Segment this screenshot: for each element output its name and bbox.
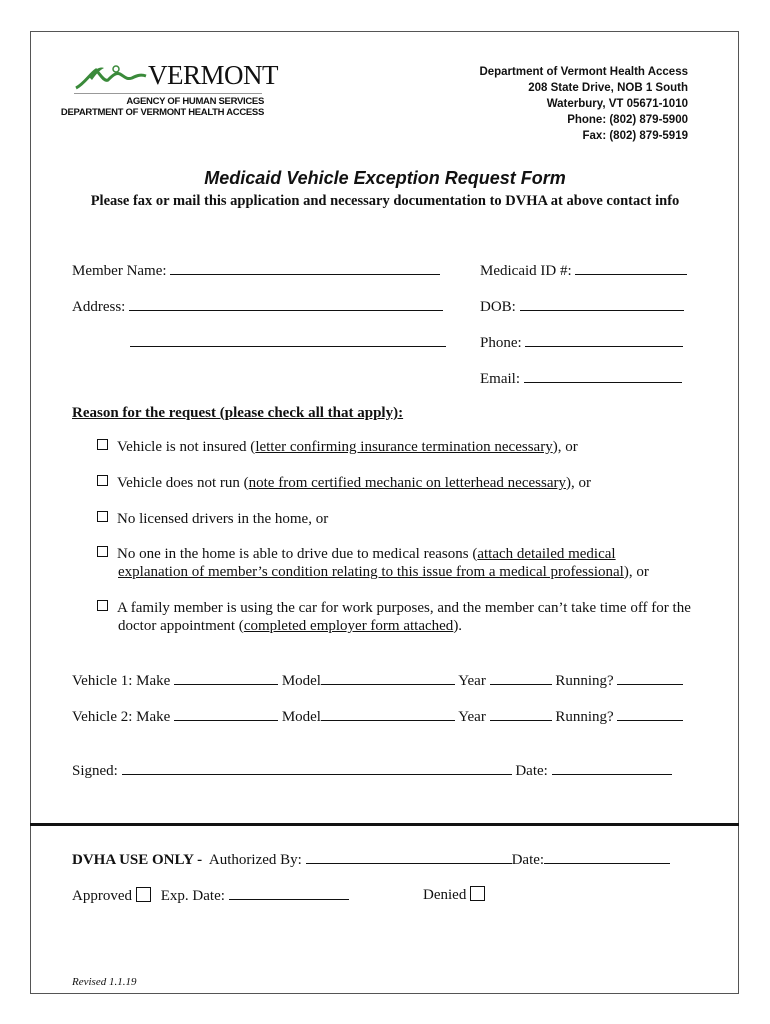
email-line[interactable] (524, 369, 682, 383)
contact-fax: Fax: (802) 879-5919 (582, 130, 688, 142)
reason-item-continued: doctor appointment (completed employer form attached). (118, 618, 463, 634)
dob-label: DOB: (480, 299, 516, 315)
vehicle-1-row[interactable]: Vehicle 1: Make Model Year Running? (72, 671, 683, 690)
vermont-logo (60, 60, 278, 122)
vehicle-2-model-line[interactable] (321, 707, 455, 721)
vehicle-1-make-line[interactable] (174, 671, 278, 685)
address-line-2[interactable] (130, 346, 446, 347)
phone-field[interactable] (480, 333, 683, 352)
signed-label: Signed: (72, 763, 118, 779)
exp-date-label: Exp. Date: (160, 888, 225, 904)
vehicle-1-running-line[interactable] (617, 671, 683, 685)
contact-block (479, 64, 688, 144)
exp-date-line[interactable] (229, 886, 349, 900)
address-field[interactable] (72, 297, 443, 316)
form-subtitle: Please fax or mail this application and necessary documentation to DVHA at above contact info (90, 193, 680, 209)
denied-row[interactable] (423, 886, 485, 904)
date-line[interactable] (552, 761, 672, 775)
contact-dept: Department of Vermont Health Access (479, 66, 688, 78)
denied-label: Denied (423, 887, 467, 903)
reason-item[interactable]: No licensed drivers in the home, or (97, 511, 328, 528)
reason-item[interactable]: Vehicle does not run (note from certified mechanic on letterhead necessary), or (97, 475, 591, 492)
medicaid-id-label: Medicaid ID #: (480, 263, 572, 279)
vehicle-1-model-line[interactable] (321, 671, 455, 685)
denied-checkbox[interactable] (470, 886, 485, 901)
approved-checkbox[interactable] (136, 887, 151, 902)
vehicle-2-row[interactable]: Vehicle 2: Make Model Year Running? (72, 707, 683, 726)
logo-divider (74, 93, 262, 94)
member-name-field[interactable] (72, 261, 440, 280)
logo-department: DEPARTMENT OF VERMONT HEALTH ACCESS (60, 107, 264, 118)
date-label: Date: (515, 763, 548, 779)
reason-checkbox[interactable] (97, 546, 108, 557)
reason-item[interactable]: A family member is using the car for work purposes, and the member can’t take time off for the (97, 600, 691, 617)
authorized-line[interactable] (306, 850, 512, 864)
dob-line[interactable] (520, 297, 684, 311)
reason-item[interactable]: No one in the home is able to drive due to medical reasons (attach detailed medical (97, 546, 616, 563)
member-name-line[interactable] (170, 261, 440, 275)
signature-line[interactable] (122, 761, 512, 775)
reason-checkbox[interactable] (97, 600, 108, 611)
contact-phone: Phone: (802) 879-5900 (567, 114, 688, 126)
phone-line[interactable] (525, 333, 683, 347)
medicaid-id-line[interactable] (575, 261, 687, 275)
vehicle-2-make-line[interactable] (174, 707, 278, 721)
logo-wordmark: VERMONT (148, 60, 278, 90)
approved-row[interactable] (72, 886, 349, 905)
signature-row[interactable] (72, 761, 672, 780)
reason-checkbox[interactable] (97, 475, 108, 486)
dvha-date-label: Date: (511, 852, 545, 868)
section-divider (30, 823, 739, 826)
contact-city: Waterbury, VT 05671-1010 (546, 98, 688, 110)
dvha-use-row[interactable] (72, 850, 670, 869)
dvha-date-line[interactable] (544, 850, 670, 864)
vehicle-1-year-line[interactable] (490, 671, 552, 685)
revised-note: Revised 1.1.19 (72, 976, 137, 988)
vehicle-2-running-line[interactable] (617, 707, 683, 721)
reason-item-continued: explanation of member’s condition relating to this issue from a medical professional), or (118, 564, 649, 580)
reason-checkbox[interactable] (97, 439, 108, 450)
reason-item[interactable]: Vehicle is not insured (letter confirming insurance termination necessary), or (97, 439, 578, 456)
approved-label: Approved (72, 888, 132, 904)
reason-checkbox[interactable] (97, 511, 108, 522)
dvha-label: DVHA USE ONLY - (72, 852, 203, 868)
address-label: Address: (72, 299, 126, 315)
authorized-label: Authorized By: (208, 852, 302, 868)
email-label: Email: (480, 371, 520, 387)
email-field[interactable] (480, 369, 682, 388)
phone-label: Phone: (480, 335, 522, 351)
medicaid-id-field[interactable] (480, 261, 687, 280)
dob-field[interactable] (480, 297, 684, 316)
contact-street: 208 State Drive, NOB 1 South (528, 82, 688, 94)
form-title: Medicaid Vehicle Exception Request Form (204, 168, 566, 188)
reason-heading: Reason for the request (please check all that apply): (72, 405, 404, 421)
vehicle-2-year-line[interactable] (490, 707, 552, 721)
address-line[interactable] (129, 297, 443, 311)
logo-agency: AGENCY OF HUMAN SERVICES (126, 96, 264, 107)
member-name-label: Member Name: (72, 263, 167, 279)
mountain-logo-icon (74, 62, 148, 92)
